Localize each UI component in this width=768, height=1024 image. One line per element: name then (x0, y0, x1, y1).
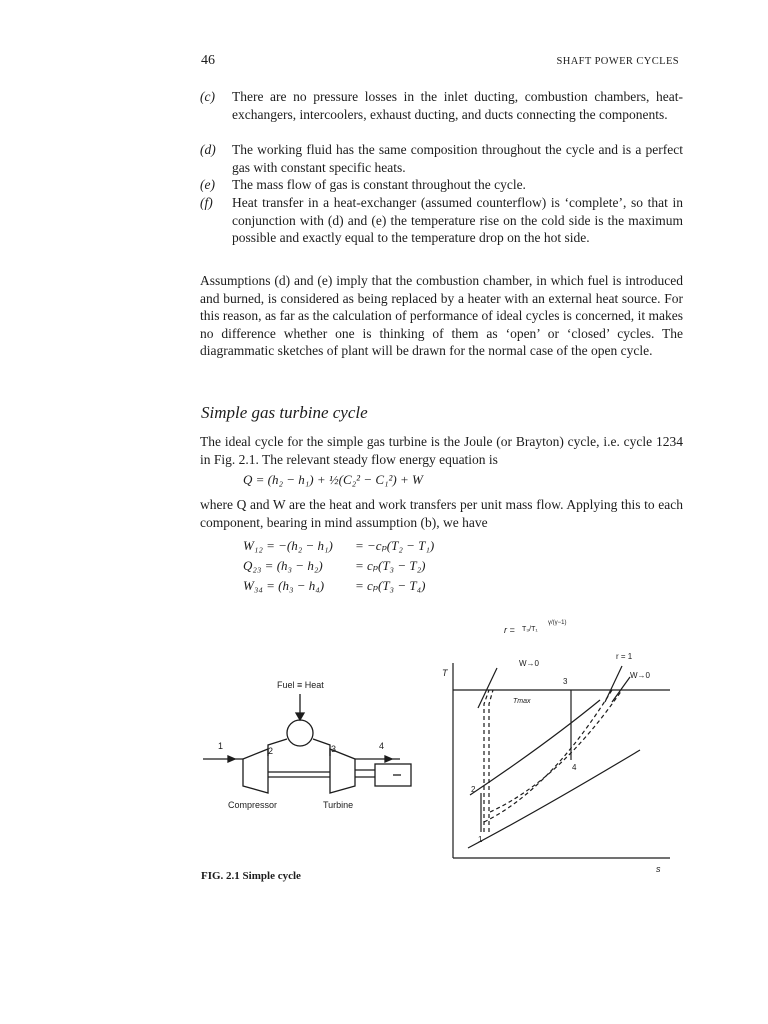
point-label-1: 1 (478, 835, 483, 844)
w0-left-label: W→0 (519, 659, 539, 668)
paragraph-intro: The ideal cycle for the simple gas turbine is the Joule (or Brayton) cycle, i.e. cycle 1234 in Fig. 2.1. The relevant steady flow energy equation is (200, 434, 683, 467)
assumption-text: The mass flow of gas is constant throughout the cycle. (232, 177, 526, 192)
paragraph-where: where Q and W are the heat and work transfers per unit mass flow. Applying this to each component, bearing in mind assumption (b), we have (200, 497, 683, 530)
point-label-2: 2 (471, 785, 476, 794)
r1-label: r = 1 (616, 652, 633, 661)
assumption-text: There are no pressure losses in the inlet ducting, combustion chambers, heat-exchangers, intercoolers, exhaust ducting, and ducts connecting the components. (232, 89, 683, 122)
plant-schematic (203, 680, 411, 810)
w0-cycle-left (484, 690, 489, 832)
w0-left-leader (478, 668, 497, 708)
energy-equation: Q = (h₂ − h₁) + ½(C₂² − C₁²) + W (243, 472, 423, 487)
assumption-label: (d) (200, 142, 216, 157)
figure-caption: FIG. 2.1 Simple cycle (201, 870, 301, 882)
duct-2-3-right (313, 739, 330, 756)
ratio-formula-exp: γ/(γ−1) (548, 620, 567, 626)
compressor-label: Compressor (228, 800, 278, 810)
fuel-heat-label: Fuel ≡ Heat (277, 680, 324, 690)
equation-lhs: W₃₄ = (h₃ − h₄) (243, 578, 325, 593)
equation-rhs: = −cₚ(T₂ − T₁) (355, 538, 435, 553)
tmax-label: Tmax (513, 698, 531, 705)
page-number: 46 (201, 53, 215, 68)
assumption-label: (e) (200, 177, 215, 192)
equation-rhs: = cₚ(T₃ − T₂) (355, 558, 426, 573)
assumption-label: (f) (200, 195, 213, 210)
paragraph-assumptions: Assumptions (d) and (e) imply that the combustion chamber, in which fuel is introduced and burned, is considered as being replaced by a heater with an external heat source. For this reason, as far as the calculation of performance of ideal cycles is concerned, it makes no difference whether one is thinking of them as ‘open’ or ‘closed’ cycles. The diagrammatic sketches of plant will be drawn for the normal case of the open cycle. (200, 273, 683, 358)
point-label-4: 4 (572, 763, 577, 772)
assumption-text: Heat transfer in a heat-exchanger (assumed counterflow) is ‘complete’, so that in conjunction with (d) and (e) the temperature rise on the cold side is the maximum possible and exactly equal to the temperature drop on the hot side. (232, 195, 683, 245)
assumption-text: The working fluid has the same composition throughout the cycle and is a perfect gas with constant specific heats. (232, 142, 683, 175)
station-label-3: 3 (331, 744, 337, 754)
r1-dashed-curve-2 (490, 690, 622, 812)
station-label-4: 4 (379, 741, 385, 751)
combustion-chamber (287, 720, 313, 746)
equation-rhs: = cₚ(T₃ − T₄) (355, 578, 426, 593)
inlet-arrow-head (228, 756, 235, 762)
ratio-formula-r: r = (504, 625, 515, 635)
compressor-shape (243, 749, 268, 793)
section-heading: Simple gas turbine cycle (201, 403, 368, 422)
turbine-shape (330, 749, 355, 793)
station-label-2: 2 (268, 746, 274, 756)
point-label-3: 3 (563, 677, 568, 686)
station-label-1: 1 (218, 741, 224, 751)
s-axis-label: s (656, 864, 661, 874)
r1-leader (605, 666, 622, 702)
fuel-arrow-head (296, 713, 304, 720)
running-title: SHAFT POWER CYCLES (556, 56, 679, 67)
equation-lhs: W₁₂ = −(h₂ − h₁) (243, 538, 333, 553)
turbine-label: Turbine (323, 800, 354, 810)
t-axis-label: T (442, 668, 448, 678)
equation-lhs: Q₂₃ = (h₃ − h₂) (243, 558, 323, 573)
low-pressure-isobar (468, 750, 640, 848)
exhaust-arrow-head (385, 756, 392, 762)
r1-dashed-curve-1 (484, 690, 612, 822)
w0-right-label: W→0 (630, 671, 650, 680)
ratio-formula-frac: T₃/T₁ (522, 626, 538, 633)
ts-diagram (442, 620, 670, 874)
assumption-label: (c) (200, 89, 215, 104)
